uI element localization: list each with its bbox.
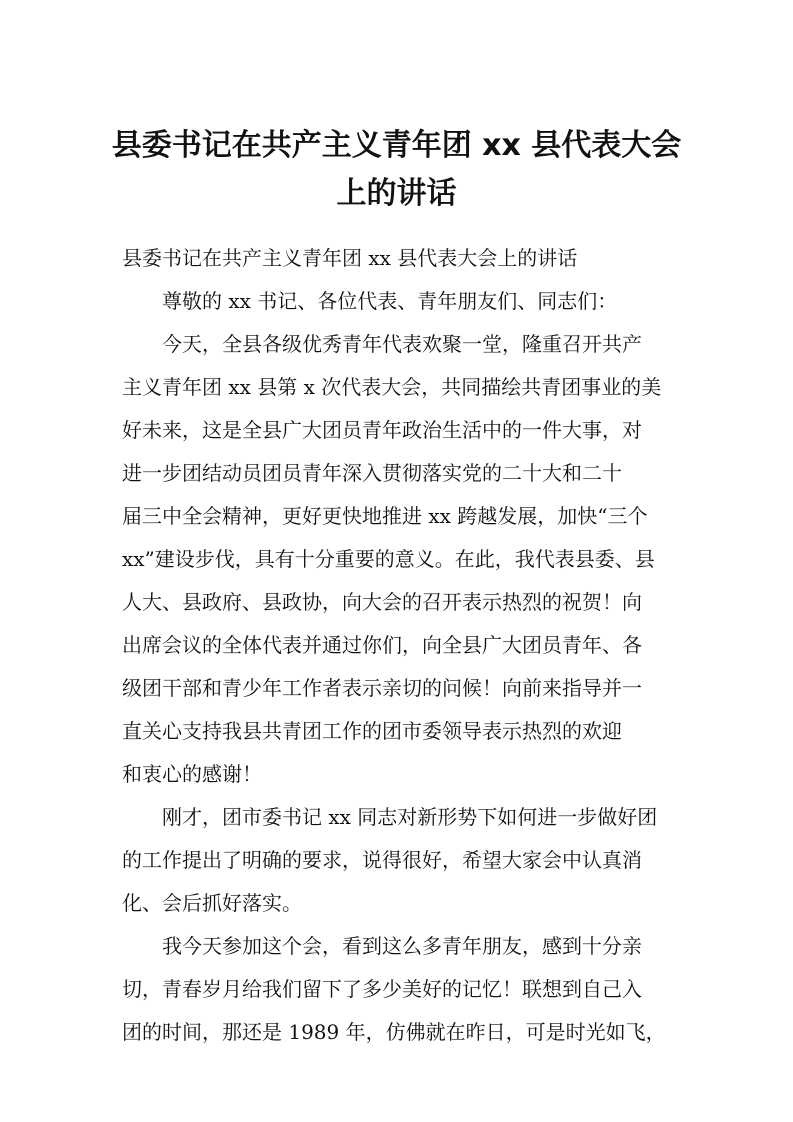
- paragraph-line: 人大、县政府、县政协，向大会的召开表示热烈的祝贺！向: [122, 590, 642, 614]
- paragraph-line: 切，青春岁月给我们留下了多少美好的记忆！联想到自己入: [122, 977, 642, 1001]
- paragraph-line: 好未来，这是全县广大团员青年政治生活中的一件大事，对: [122, 418, 642, 442]
- paragraph-line: 今天，全县各级优秀青年代表欢聚一堂，隆重召开共产: [162, 332, 642, 356]
- paragraph-line: 直关心支持我县共青团工作的团市委领导表示热烈的欢迎: [122, 719, 622, 743]
- paragraph-line: 的工作提出了明确的要求，说得很好，希望大家会中认真消: [122, 848, 642, 872]
- document-title-line-2: 上的讲话: [336, 176, 457, 211]
- document-title-line-1: 县委书记在共产主义青年团 xx 县代表大会: [111, 128, 682, 163]
- paragraph-line: 主义青年团 xx 县第 x 次代表大会，共同描绘共青团事业的美: [122, 375, 662, 399]
- paragraph-line: 团的时间，那还是 1989 年，仿佛就在昨日，可是时光如飞，: [122, 1020, 666, 1044]
- paragraph-line: 和衷心的感谢！: [122, 762, 262, 786]
- paragraph-line: 出席会议的全体代表并通过你们，向全县广大团员青年、各: [122, 633, 642, 657]
- paragraph-line: 我今天参加这个会，看到这么多青年朋友，感到十分亲: [162, 934, 642, 958]
- subtitle-line: 县委书记在共产主义青年团 xx 县代表大会上的讲话: [122, 246, 578, 270]
- paragraph-line: 刚才，团市委书记 xx 同志对新形势下如何进一步做好团: [162, 805, 658, 829]
- paragraph-line: 级团干部和青少年工作者表示亲切的问候！向前来指导并一: [122, 676, 642, 700]
- paragraph-line: 化、会后抓好落实。: [122, 891, 302, 915]
- paragraph-line: xx”建设步伐，具有十分重要的意义。在此，我代表县委、县: [122, 547, 655, 571]
- paragraph-line: 届三中全会精神，更好更快地推进 xx 跨越发展，加快“三个: [122, 504, 648, 528]
- paragraph-line: 进一步团结动员团员青年深入贯彻落实党的二十大和二十: [122, 461, 622, 485]
- salutation-line: 尊敬的 xx 书记、各位代表、青年朋友们、同志们：: [162, 289, 618, 313]
